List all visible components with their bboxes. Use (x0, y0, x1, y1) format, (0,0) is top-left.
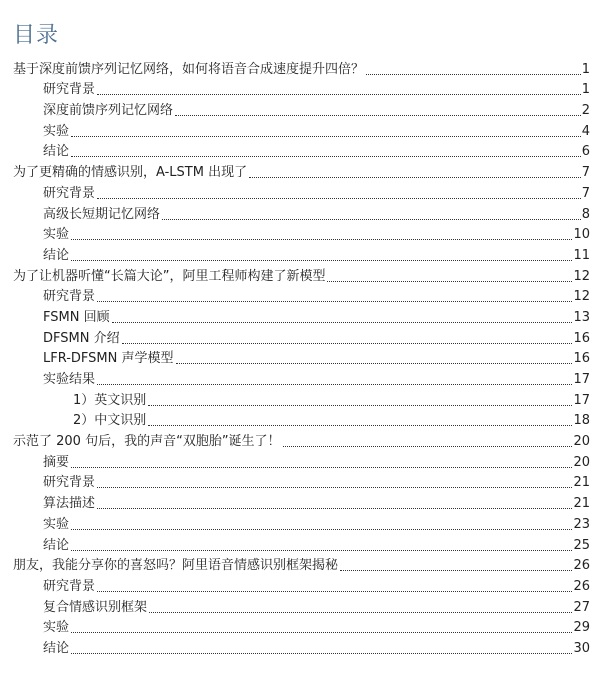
dot-leader (149, 612, 572, 613)
toc-entry-label: 摘要 (43, 454, 70, 470)
dot-leader (249, 177, 581, 178)
toc-page-number: 16 (573, 351, 590, 367)
toc-entry-label: 研究背景 (43, 578, 96, 594)
toc-page-number: 20 (573, 434, 590, 450)
toc-entry[interactable] (0, 78, 609, 99)
toc-entry[interactable] (0, 388, 609, 409)
toc-page-number: 10 (573, 227, 590, 243)
toc-page-number: 26 (573, 558, 590, 574)
dot-leader (71, 550, 572, 551)
toc-entry[interactable] (0, 347, 609, 368)
toc-entry-label: 结论 (43, 247, 70, 263)
dot-leader (122, 343, 573, 344)
dot-leader (97, 508, 572, 509)
toc-page-number: 17 (573, 392, 590, 408)
toc-entry[interactable] (0, 616, 609, 637)
toc-entry-label: 实验 (43, 227, 70, 243)
toc-page-number: 23 (573, 516, 590, 532)
toc-entry[interactable] (0, 119, 609, 140)
dot-leader (148, 405, 572, 406)
toc-page-number: 1 (581, 82, 590, 98)
dot-leader (366, 74, 581, 75)
toc-entry-label: 朋友，我能分享你的喜怒吗？阿里语音情感识别框架揭秘 (13, 558, 339, 574)
toc-entry-label: 结论 (43, 537, 70, 553)
toc-entry[interactable] (0, 160, 609, 181)
toc-page-number: 20 (573, 454, 590, 470)
toc-entry[interactable] (0, 595, 609, 616)
toc-entry[interactable] (0, 243, 609, 264)
dot-leader (162, 219, 581, 220)
toc-page-number: 16 (573, 330, 590, 346)
toc-entry-label: 为了让机器听懂“长篇大论”，阿里工程师构建了新模型 (13, 268, 326, 284)
toc-entry[interactable] (0, 471, 609, 492)
toc-entry[interactable] (0, 57, 609, 78)
toc-entry-label: 实验 (43, 123, 70, 139)
toc-page-number: 2 (581, 103, 590, 119)
toc-page-number: 7 (581, 185, 590, 201)
dot-leader (176, 363, 573, 364)
toc-page-number: 4 (581, 123, 590, 139)
toc-entry-label: 1）英文识别 (73, 392, 147, 408)
table-of-contents (0, 57, 609, 657)
toc-page-number: 25 (573, 537, 590, 553)
toc-entry[interactable] (0, 326, 609, 347)
toc-entry-label: 研究背景 (43, 82, 96, 98)
dot-leader (327, 281, 572, 282)
dot-leader (71, 136, 581, 137)
toc-entry[interactable] (0, 512, 609, 533)
dot-leader (97, 94, 581, 95)
toc-entry-label: DFSMN 介绍 (43, 330, 120, 346)
toc-entry[interactable] (0, 264, 609, 285)
dot-leader (71, 467, 572, 468)
dot-leader (71, 653, 572, 654)
toc-entry-label: FSMN 回顾 (43, 309, 110, 325)
toc-entry[interactable] (0, 533, 609, 554)
toc-entry[interactable] (0, 98, 609, 119)
toc-entry[interactable] (0, 285, 609, 306)
toc-entry-label: 复合情感识别框架 (43, 599, 148, 615)
toc-page-number: 7 (581, 165, 590, 181)
toc-entry-label: 结论 (43, 640, 70, 656)
dot-leader (340, 570, 572, 571)
toc-entry[interactable] (0, 140, 609, 161)
toc-entry[interactable] (0, 554, 609, 575)
dot-leader (71, 156, 581, 157)
toc-title: 目录 (13, 23, 60, 48)
toc-page-number: 11 (573, 247, 590, 263)
toc-entry-label: 高级长短期记忆网络 (43, 206, 161, 222)
dot-leader (71, 260, 572, 261)
toc-page-number: 21 (573, 496, 590, 512)
toc-entry-label: 研究背景 (43, 289, 96, 305)
toc-page-number: 13 (573, 309, 590, 325)
toc-page-number: 6 (581, 144, 590, 160)
toc-page-number: 18 (573, 413, 590, 429)
toc-entry[interactable] (0, 429, 609, 450)
toc-page-number: 12 (573, 268, 590, 284)
toc-entry[interactable] (0, 636, 609, 657)
toc-entry-label: LFR-DFSMN 声学模型 (43, 351, 174, 367)
toc-entry-label: 实验 (43, 620, 70, 636)
toc-entry[interactable] (0, 491, 609, 512)
toc-entry[interactable] (0, 409, 609, 430)
toc-entry-label: 为了更精确的情感识别，A-LSTM 出现了 (13, 165, 248, 181)
dot-leader (97, 301, 572, 302)
toc-page-number: 26 (573, 578, 590, 594)
dot-leader (71, 239, 572, 240)
dot-leader (97, 198, 581, 199)
toc-entry-label: 实验结果 (43, 372, 96, 387)
dot-leader (148, 425, 572, 426)
toc-entry-label: 研究背景 (43, 185, 96, 201)
dot-leader (283, 446, 573, 447)
toc-entry-label: 深度前馈序列记忆网络 (43, 103, 174, 119)
toc-entry-label: 研究背景 (43, 475, 96, 491)
dot-leader (71, 632, 572, 633)
toc-page-number: 27 (573, 599, 590, 615)
toc-page-number: 17 (573, 372, 590, 387)
dot-leader (97, 591, 572, 592)
toc-page-number: 12 (573, 289, 590, 305)
toc-entry[interactable] (0, 574, 609, 595)
dot-leader (71, 529, 572, 530)
toc-entry-label: 示范了 200 句后，我的声音“双胞胎”诞生了！ (13, 434, 281, 450)
dot-leader (175, 115, 581, 116)
dot-leader (97, 384, 572, 385)
toc-entry-label: 基于深度前馈序列记忆网络，如何将语音合成速度提升四倍？ (13, 61, 365, 77)
toc-page-number: 29 (573, 620, 590, 636)
toc-entry[interactable] (0, 450, 609, 471)
dot-leader (112, 322, 573, 323)
toc-entry-label: 2）中文识别 (73, 413, 147, 429)
toc-entry-label: 实验 (43, 516, 70, 532)
toc-entry[interactable] (0, 367, 609, 388)
toc-page-number: 30 (573, 640, 590, 656)
toc-entry[interactable] (0, 223, 609, 244)
toc-entry-label: 算法描述 (43, 496, 96, 512)
toc-page-number: 8 (581, 206, 590, 222)
toc-entry-label: 结论 (43, 144, 70, 160)
toc-entry[interactable] (0, 305, 609, 326)
dot-leader (97, 487, 572, 488)
toc-page-number: 1 (581, 61, 590, 77)
toc-entry[interactable] (0, 181, 609, 202)
toc-entry[interactable] (0, 202, 609, 223)
toc-page-number: 21 (573, 475, 590, 491)
